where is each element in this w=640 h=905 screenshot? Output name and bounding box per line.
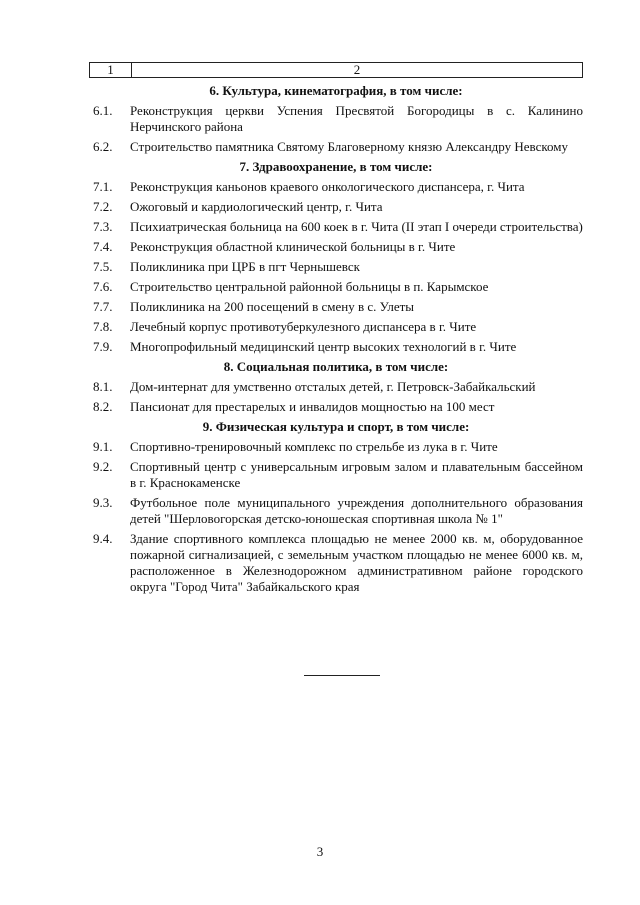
item-number: 7.6. [93,279,113,294]
item-number: 7.3. [93,219,113,234]
section-sport [89,419,583,595]
item-text: Многопрофильный медицинский центр высоких технологий в г. Чите [130,339,517,354]
list-item [89,399,583,415]
item-number: 7.4. [93,239,113,254]
page-number: 3 [316,844,324,859]
list-item [89,179,583,195]
list-item [89,199,583,215]
item-number: 7.5. [93,259,113,274]
item-number: 9.1. [93,439,113,454]
item-text: Психиатрическая больница на 600 коек в г. Чита (II этап I очереди строительства) [130,219,583,234]
column-header-2: 2 [132,63,583,78]
list-item [89,103,583,135]
item-text: Спортивный центр с универсальным игровым залом и плавательным бассейном в г. Краснокаменске [130,459,583,490]
item-text: Поликлиника при ЦРБ в пгт Чернышевск [130,259,360,274]
item-text: Строительство центральной районной больницы в п. Карымское [130,279,489,294]
list-item [89,299,583,315]
list-item [89,439,583,455]
item-text: Ожоговый и кардиологический центр, г. Чита [130,199,383,214]
section-culture [89,83,583,155]
item-text: Поликлиника на 200 посещений в смену в с. Улеты [130,299,415,314]
list-item [89,139,583,155]
list-item [89,459,583,491]
item-text: Спортивно-тренировочный комплекс по стрельбе из лука в г. Чите [130,439,498,454]
section-healthcare [89,159,583,355]
item-number: 8.1. [93,379,113,394]
column-header-row [90,63,583,78]
item-text: Футбольное поле муниципального учреждения дополнительного образования детей "Шерловогорская детско-юношеская спортивная школа № 1" [130,495,583,526]
item-number: 7.2. [93,199,113,214]
section-title: 7. Здравоохранение, в том числе: [239,159,433,174]
item-text: Пансионат для престарелых и инвалидов мощностью на 100 мест [130,399,495,414]
column-header-table [89,62,583,78]
item-text: Строительство памятника Святому Благоверному князю Александру Невскому [130,139,568,154]
list-item [89,531,583,595]
section-title: 9. Физическая культура и спорт, в том числе: [202,419,470,434]
item-number: 9.4. [93,531,113,546]
item-text: Реконструкция церкви Успения Пресвятой Богородицы в с. Калинино Нерчинского района [130,103,583,134]
item-number: 6.1. [93,103,113,118]
list-item [89,219,583,235]
section-social-policy [89,359,583,415]
document-body [89,79,583,599]
item-number: 8.2. [93,399,113,414]
item-number: 9.3. [93,495,113,510]
item-number: 9.2. [93,459,113,474]
section-title: 8. Социальная политика, в том числе: [223,359,449,374]
item-text: Здание спортивного комплекса площадью не менее 2000 кв. м, оборудованное пожарной сигнализацией, с земельным участком площадью не менее 6000 кв. м, расположенное в Железнодорожном административном районе городского округа "Город Чита" Забайкальского края [130,531,583,594]
list-item [89,239,583,255]
section-title: 6. Культура, кинематография, в том числе: [209,83,463,98]
list-item [89,319,583,335]
list-item [89,259,583,275]
list-item [89,339,583,355]
item-number: 7.1. [93,179,113,194]
item-number: 7.9. [93,339,113,354]
item-text: Реконструкция каньонов краевого онкологического диспансера, г. Чита [130,179,525,194]
column-header-1: 1 [90,63,132,78]
item-number: 7.8. [93,319,113,334]
end-separator-line [304,675,380,676]
list-item [89,495,583,527]
item-text: Дом-интернат для умственно отсталых детей, г. Петровск-Забайкальский [130,379,536,394]
list-item [89,379,583,395]
item-number: 6.2. [93,139,113,154]
item-number: 7.7. [93,299,113,314]
item-text: Реконструкция областной клинической больницы в г. Чите [130,239,456,254]
item-text: Лечебный корпус противотуберкулезного диспансера в г. Чите [130,319,477,334]
list-item [89,279,583,295]
